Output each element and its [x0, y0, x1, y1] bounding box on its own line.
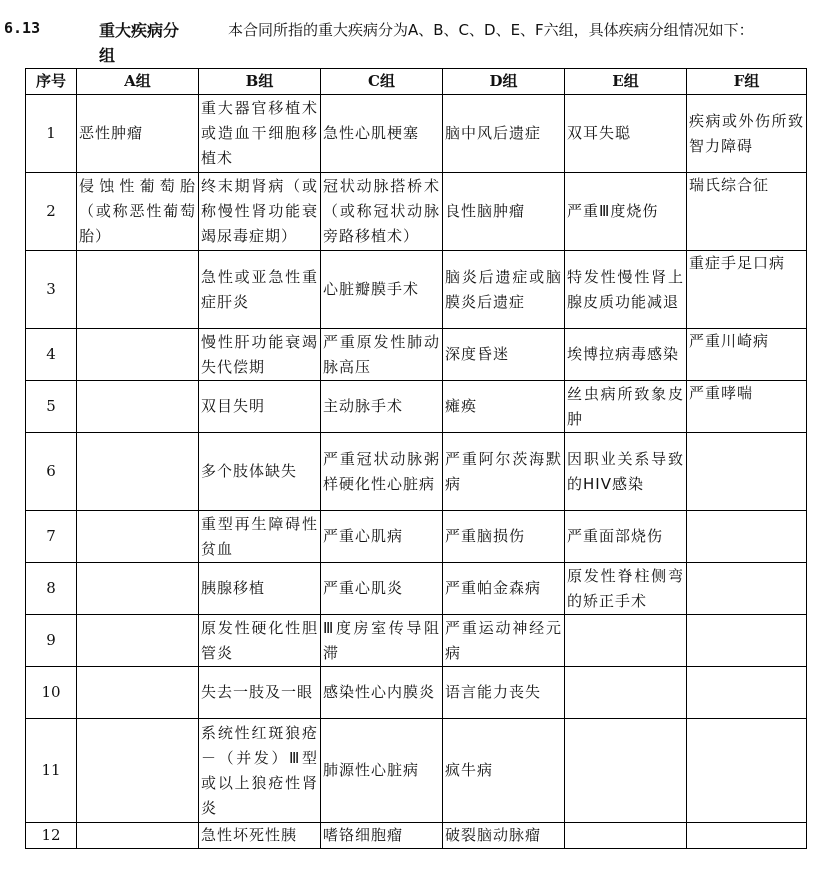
- cell-group-e: 双耳失聪: [565, 95, 687, 173]
- section-number: 6.13: [4, 19, 41, 37]
- cell-group-b: 重型再生障碍性贫血: [199, 511, 321, 563]
- cell-group-f: 疾病或外伤所致智力障碍: [687, 95, 807, 173]
- table-row: [26, 719, 807, 823]
- cell-group-c: 肺源性心脏病: [321, 719, 443, 823]
- header-group-b: B组: [199, 69, 321, 95]
- cell-group-e: 严重面部烧伤: [565, 511, 687, 563]
- section-title: 重大疾病分组: [99, 21, 180, 65]
- row-index: 7: [26, 511, 77, 563]
- cell-group-b: 重大器官移植术或造血干细胞移植术: [199, 95, 321, 173]
- row-index: 6: [26, 433, 77, 511]
- cell-group-d: 脑炎后遗症或脑膜炎后遗症: [443, 251, 565, 329]
- cell-group-a: [77, 511, 199, 563]
- cell-group-f: [687, 667, 807, 719]
- table-row: [26, 381, 807, 433]
- row-index: 8: [26, 563, 77, 615]
- cell-group-d: 深度昏迷: [443, 329, 565, 381]
- cell-group-f: [687, 823, 807, 849]
- header-group-f: F组: [687, 69, 807, 95]
- table-row: [26, 329, 807, 381]
- cell-group-e: 严重Ⅲ度烧伤: [565, 173, 687, 251]
- section-intro: 本合同所指的重大疾病分为A、B、C、D、E、F六组，具体疾病分组情况如下：: [228, 21, 754, 39]
- cell-group-b: 系统性红斑狼疮－（并发）Ⅲ型或以上狼疮性肾炎: [199, 719, 321, 823]
- cell-group-f: [687, 433, 807, 511]
- cell-group-d: 良性脑肿瘤: [443, 173, 565, 251]
- cell-group-d: 脑中风后遗症: [443, 95, 565, 173]
- cell-group-e: 原发性脊柱侧弯的矫正手术: [565, 563, 687, 615]
- cell-group-e: [565, 667, 687, 719]
- row-index: 3: [26, 251, 77, 329]
- cell-group-c: 冠状动脉搭桥术（或称冠状动脉旁路移植术）: [321, 173, 443, 251]
- cell-group-b: 慢性肝功能衰竭失代偿期: [199, 329, 321, 381]
- cell-group-c: 主动脉手术: [321, 381, 443, 433]
- cell-group-c: 急性心肌梗塞: [321, 95, 443, 173]
- row-index: 4: [26, 329, 77, 381]
- cell-group-d: 严重帕金森病: [443, 563, 565, 615]
- cell-group-e: 丝虫病所致象皮肿: [565, 381, 687, 433]
- row-index: 2: [26, 173, 77, 251]
- cell-group-a: [77, 823, 199, 849]
- cell-group-a: [77, 615, 199, 667]
- table-row: [26, 433, 807, 511]
- cell-group-b: 原发性硬化性胆管炎: [199, 615, 321, 667]
- cell-group-b: 多个肢体缺失: [199, 433, 321, 511]
- cell-group-a: [77, 667, 199, 719]
- row-index: 11: [26, 719, 77, 823]
- table-row: [26, 173, 807, 251]
- cell-group-d: 严重脑损伤: [443, 511, 565, 563]
- cell-group-a: [77, 719, 199, 823]
- table-row: [26, 823, 807, 849]
- cell-group-a: [77, 329, 199, 381]
- cell-group-a: [77, 433, 199, 511]
- header-index: 序号: [26, 69, 77, 95]
- table-row: [26, 95, 807, 173]
- row-index: 5: [26, 381, 77, 433]
- cell-group-d: 严重运动神经元病: [443, 615, 565, 667]
- cell-group-e: 埃博拉病毒感染: [565, 329, 687, 381]
- cell-group-d: 严重阿尔茨海默病: [443, 433, 565, 511]
- cell-group-f: [687, 563, 807, 615]
- cell-group-e: 特发性慢性肾上腺皮质功能减退: [565, 251, 687, 329]
- cell-group-d: 破裂脑动脉瘤: [443, 823, 565, 849]
- table-row: [26, 251, 807, 329]
- cell-group-d: 语言能力丧失: [443, 667, 565, 719]
- cell-group-a: [77, 563, 199, 615]
- cell-group-d: 瘫痪: [443, 381, 565, 433]
- cell-group-f: 瑞氏综合征: [687, 173, 807, 251]
- cell-group-c: Ⅲ度房室传导阻滞: [321, 615, 443, 667]
- cell-group-a: [77, 381, 199, 433]
- row-index: 10: [26, 667, 77, 719]
- cell-group-f: [687, 719, 807, 823]
- cell-group-c: 感染性心内膜炎: [321, 667, 443, 719]
- cell-group-a: [77, 251, 199, 329]
- header-group-a: A组: [77, 69, 199, 95]
- table-header-row: [26, 69, 807, 95]
- row-index: 9: [26, 615, 77, 667]
- cell-group-e: [565, 719, 687, 823]
- cell-group-e: [565, 823, 687, 849]
- header-group-e: E组: [565, 69, 687, 95]
- cell-group-f: 重症手足口病: [687, 251, 807, 329]
- cell-group-c: 严重冠状动脉粥样硬化性心脏病: [321, 433, 443, 511]
- cell-group-c: 严重心肌病: [321, 511, 443, 563]
- cell-group-c: 嗜铬细胞瘤: [321, 823, 443, 849]
- cell-group-f: 严重哮喘: [687, 381, 807, 433]
- cell-group-e: 因职业关系导致的HIV感染: [565, 433, 687, 511]
- row-index: 12: [26, 823, 77, 849]
- cell-group-e: [565, 615, 687, 667]
- cell-group-a: 恶性肿瘤: [77, 95, 199, 173]
- table-row: [26, 615, 807, 667]
- cell-group-a: 侵蚀性葡萄胎（或称恶性葡萄胎）: [77, 173, 199, 251]
- cell-group-f: [687, 615, 807, 667]
- cell-group-b: 胰腺移植: [199, 563, 321, 615]
- cell-group-b: 失去一肢及一眼: [199, 667, 321, 719]
- header-group-c: C组: [321, 69, 443, 95]
- disease-group-table: [25, 68, 807, 849]
- cell-group-b: 终末期肾病（或称慢性肾功能衰竭尿毒症期）: [199, 173, 321, 251]
- cell-group-c: 心脏瓣膜手术: [321, 251, 443, 329]
- table-row: [26, 511, 807, 563]
- cell-group-b: 急性或亚急性重症肝炎: [199, 251, 321, 329]
- cell-group-b: 急性坏死性胰: [199, 823, 321, 849]
- cell-group-f: [687, 511, 807, 563]
- table-row: [26, 667, 807, 719]
- header-group-d: D组: [443, 69, 565, 95]
- row-index: 1: [26, 95, 77, 173]
- cell-group-c: 严重原发性肺动脉高压: [321, 329, 443, 381]
- cell-group-f: 严重川崎病: [687, 329, 807, 381]
- cell-group-c: 严重心肌炎: [321, 563, 443, 615]
- table-row: [26, 563, 807, 615]
- cell-group-d: 疯牛病: [443, 719, 565, 823]
- cell-group-b: 双目失明: [199, 381, 321, 433]
